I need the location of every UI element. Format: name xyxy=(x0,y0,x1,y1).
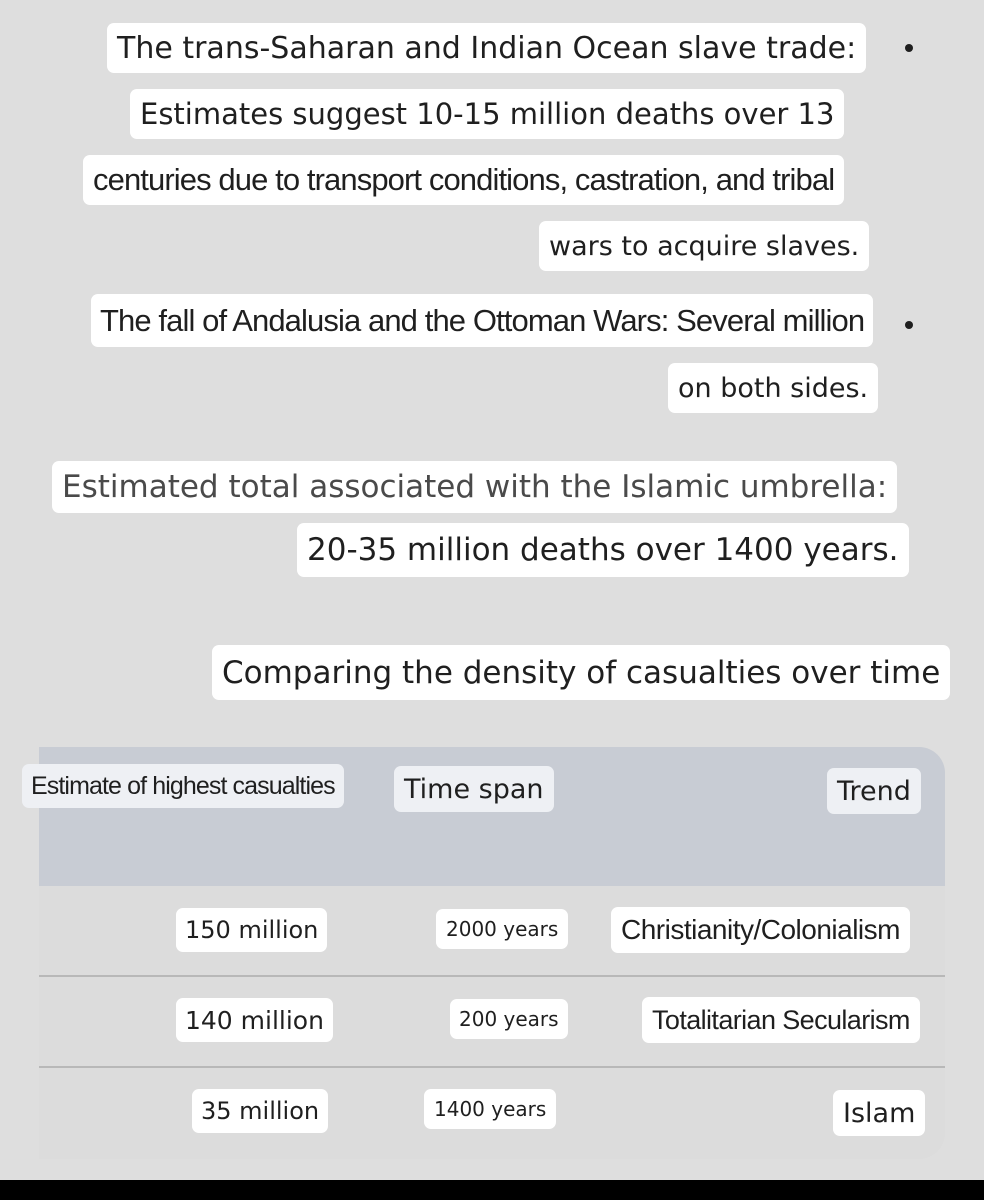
header-time-span: Time span xyxy=(394,766,554,812)
cell-row-3-estimate: 35 million xyxy=(192,1089,328,1133)
bullet-dot-icon xyxy=(905,44,913,52)
cell-row-1-trend: Christianity/Colonialism xyxy=(611,907,910,953)
row-divider xyxy=(39,975,945,977)
total-value: 20-35 million deaths over 1400 years. xyxy=(297,523,909,577)
cell-row-3-time-span: 1400 years xyxy=(424,1089,556,1129)
bullet-dot-icon xyxy=(905,321,913,329)
cell-row-2-trend: Totalitarian Secularism xyxy=(642,997,920,1043)
header-estimate: Estimate of highest casualties xyxy=(22,764,344,808)
bottom-edge-bar xyxy=(0,1180,984,1200)
bullet-1-line-3: centuries due to transport conditions, castration, and tribal xyxy=(83,155,844,205)
bullet-1-line-2: Estimates suggest 10-15 million deaths over 13 xyxy=(130,89,844,139)
bullet-2-line-1: The fall of Andalusia and the Ottoman Wars: Several million xyxy=(91,294,873,347)
total-label: Estimated total associated with the Islamic umbrella: xyxy=(52,461,897,513)
header-trend: Trend xyxy=(827,768,921,814)
cell-row-2-estimate: 140 million xyxy=(176,998,333,1042)
bullet-1-line-4: wars to acquire slaves. xyxy=(539,221,869,271)
cell-row-3-trend: Islam xyxy=(833,1090,925,1136)
cell-row-1-time-span: 2000 years xyxy=(436,909,568,949)
row-divider xyxy=(39,1066,945,1068)
comparison-heading: Comparing the density of casualties over time xyxy=(212,645,950,700)
cell-row-1-estimate: 150 million xyxy=(176,908,327,952)
bullet-1-line-1: The trans-Saharan and Indian Ocean slave trade: xyxy=(107,23,866,73)
cell-row-2-time-span: 200 years xyxy=(450,999,568,1039)
bullet-2-line-2: on both sides. xyxy=(668,363,878,413)
